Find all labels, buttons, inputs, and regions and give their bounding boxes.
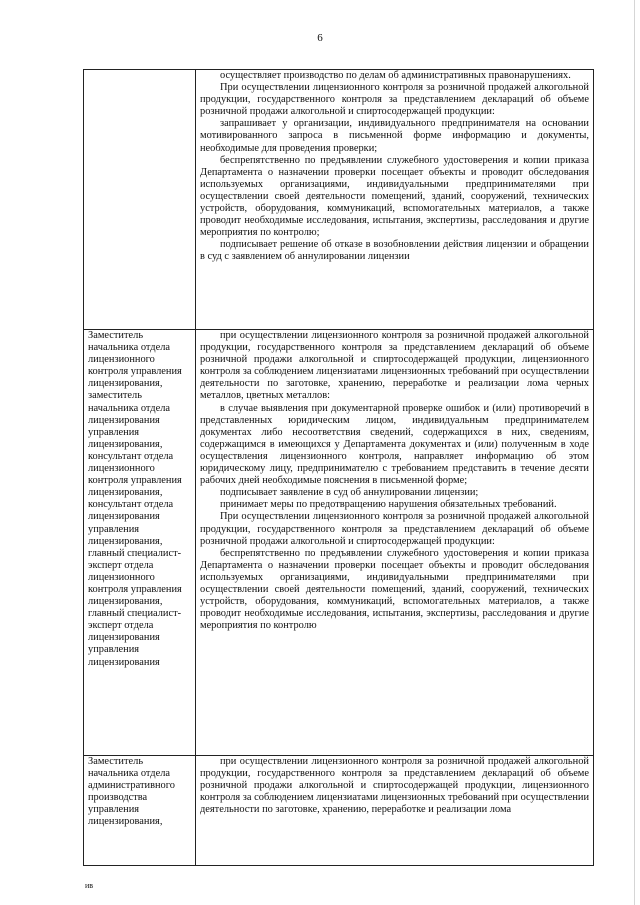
duty-paragraph: в случае выявления при документарной проверке ошибок и (или) противоречий в представленных юридическим лицом, индивидуальным предпринимателем документах либо несоответствия сведений, содержащихся в них, сведениям, содержащимся в имеющихся у Департамента документах и (или) полученным в ходе осуществления лицензионного контроля, направляет информацию об этом юридическому лицу, предпринимателю с требованием представить в течение десяти рабочих дней необходимые пояснения в письменной форме; bbox=[200, 402, 589, 487]
duty-paragraph: запрашивает у организации, индивидуального предпринимателя на основании мотивированного запроса в письменной форме информацию и документы, необходимые для проведения проверки; bbox=[200, 118, 589, 154]
table-row bbox=[84, 70, 594, 330]
duties-cell bbox=[196, 330, 594, 756]
position-cell bbox=[84, 756, 196, 866]
footer-mark: ив bbox=[85, 881, 94, 890]
duty-paragraph: беспрепятственно по предъявлении служебного удостоверения и копии приказа Департамента о назначении проверки посещает объекты и проводит обследования используемых организациями, индивидуальными предпринимателями при осуществлении своей деятельности помещений, зданий, сооружений, технических устройств, оборудования, коммуникаций, вспомогательных материалов, а также проводит необходимые исследования, испытания, экспертизы, расследования и другие мероприятия по контролю; bbox=[200, 154, 589, 239]
duties-cell bbox=[196, 70, 594, 330]
position-text: Заместитель начальника отдела лицензионного контроля управления лицензирования, заместитель начальника отдела лицензирования управления лицензирования, консультант отдела лицензионного контроля управления лицензирования, консультант отдела лицензирования управления лицензирования, главный специалист-эксперт отдела лицензионного контроля управления лицензирования, главный специалист-эксперт отдела лицензирования управления лицензирования bbox=[88, 330, 182, 668]
duty-paragraph: принимает меры по предотвращению нарушения обязательных требований. bbox=[220, 499, 557, 511]
duties-cell bbox=[196, 756, 594, 866]
duty-paragraph: подписывает заявление в суд об аннулировании лицензии; bbox=[220, 487, 479, 499]
duty-paragraph: При осуществлении лицензионного контроля за розничной продажей алкогольной продукции, государственного контроля за представлением деклараций об объеме розничной продажи алкогольной и спиртосодержащей продукции: bbox=[200, 82, 589, 118]
duty-paragraph: осуществляет производство по делам об административных правонарушениях. bbox=[220, 70, 571, 81]
position-cell bbox=[84, 70, 196, 330]
duty-paragraph: подписывает решение об отказе в возобновлении действия лицензии и обращении в суд с заявлением об аннулировании лицензии bbox=[200, 239, 589, 263]
page-number: 6 bbox=[317, 32, 323, 44]
duty-paragraph: при осуществлении лицензионного контроля за розничной продажей алкогольной продукции, государственного контроля за представлением деклараций об объеме розничной продажи алкогольной и спиртосодержащей продукции, лицензионного контроля за соблюдением лицензиатами лицензионных требований при осуществлении деятельности по заготовке, хранению, переработке и реализации лома bbox=[200, 756, 589, 816]
position-text: Заместитель начальника отдела административного производства управления лицензирования, bbox=[88, 756, 175, 828]
position-cell bbox=[84, 330, 196, 756]
duty-paragraph: при осуществлении лицензионного контроля за розничной продажей алкогольной продукции, государственного контроля за представлением деклараций об объеме розничной продажи алкогольной и спиртосодержащей продукции, лицензионного контроля за соблюдением лицензиатами лицензионных требований при осуществлении деятельности по заготовке, хранению, переработке и реализации лома черных металлов, цветных металлов: bbox=[200, 330, 589, 402]
duty-paragraph: беспрепятственно по предъявлении служебного удостоверения и копии приказа Департамента о назначении проверки посещает объекты и проводит обследования используемых организациями, индивидуальными предпринимателями при осуществлении своей деятельности помещений, зданий, сооружений, технических устройств, оборудования, коммуникаций, вспомогательных материалов, а также проводит необходимые исследования, испытания, экспертизы, расследования и другие мероприятия по контролю bbox=[200, 547, 589, 632]
duties-table bbox=[83, 69, 594, 866]
duty-paragraph: При осуществлении лицензионного контроля за розничной продажей алкогольной продукции, государственного контроля за представлением деклараций об объеме розничной продажи алкогольной и спиртосодержащей продукции: bbox=[200, 511, 589, 547]
table-row bbox=[84, 330, 594, 756]
table-row bbox=[84, 756, 594, 866]
scan-edge bbox=[634, 0, 635, 905]
